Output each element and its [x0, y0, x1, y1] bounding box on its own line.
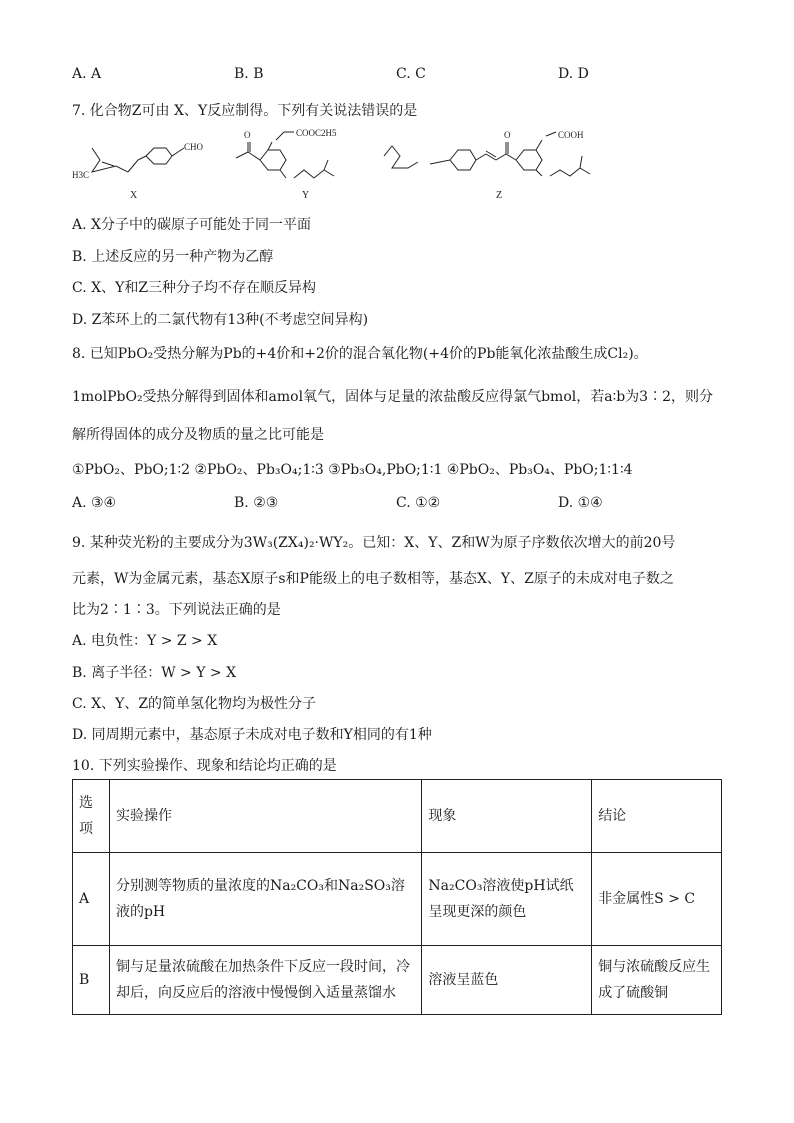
- q9-line-3: 比为2∶1∶3。下列说法正确的是: [72, 602, 281, 618]
- header-operation: 实验操作: [109, 780, 421, 853]
- q8-option-c: C. ①②: [396, 495, 441, 511]
- y-carbonyl-o: O: [244, 130, 251, 140]
- table-row: [73, 853, 722, 946]
- q9-line-1: 9. 某种荧光粉的主要成分为3W₃(ZX₄)₂·WY₂。已知：X、Y、Z和W为原子序数依次增大的前20号: [72, 535, 676, 551]
- q7-option-a: A. X分子中的碳原子可能处于同一平面: [72, 217, 311, 233]
- q6-option-a: A. A: [72, 66, 102, 82]
- q8-line-1: 8. 已知PbO₂受热分解为Pb的+4价和+2价的混合氧化物(+4价的Pb能氧化浓盐酸生成Cl₂)。: [72, 346, 648, 362]
- header-conclusion: 结论: [592, 780, 722, 853]
- q9-option-d: D. 同周期元素中，基态原子未成对电子数和Y相同的有1种: [72, 727, 432, 743]
- q9-option-a: A. 电负性：Y > Z > X: [72, 633, 218, 649]
- q8-choices-line: ①PbO₂、PbO;1∶2 ②PbO₂、Pb₃O₄;1∶3 ③Pb₃O₄,PbO;1∶1 ④PbO₂、Pb₃O₄、PbO;1∶1∶4: [72, 462, 633, 478]
- label-y: Y: [302, 190, 310, 201]
- q7-option-c: C. X、Y和Z三种分子均不存在顺反异构: [72, 280, 317, 296]
- header-phenomenon: 现象: [422, 780, 592, 853]
- q8-option-d: D. ①④: [558, 495, 603, 511]
- z-cooh-label: COOH: [558, 130, 584, 140]
- row-b-phenomenon: 溶液呈蓝色: [422, 946, 592, 1015]
- q9-option-c: C. X、Y、Z的简单氢化物均为极性分子: [72, 696, 317, 712]
- header-option: 选项: [73, 780, 110, 853]
- q9-option-b: B. 离子半径：W > Y > X: [72, 665, 237, 681]
- experiment-table: [72, 779, 722, 1015]
- q8-line-3: 解所得固体的成分及物质的量之比可能是: [72, 427, 324, 443]
- q6-option-c: C. C: [396, 66, 426, 82]
- q9-line-2: 元素，W为金属元素，基态X原子s和P能级上的电子数相等，基态X、Y、Z原子的未成对电子数之: [72, 571, 674, 587]
- q7-structures: [72, 126, 632, 202]
- label-x: X: [130, 190, 138, 201]
- row-a-phenomenon: Na₂CO₃溶液使pH试纸呈现更深的颜色: [422, 853, 592, 946]
- z-carbonyl-o: O: [504, 130, 511, 140]
- y-ester-label: COOC2H5: [296, 128, 337, 138]
- row-a-option: A: [73, 853, 110, 946]
- q6-option-d: D. D: [558, 66, 589, 82]
- q6-option-b: B. B: [234, 66, 264, 82]
- table-row: [73, 946, 722, 1015]
- q8-option-a: A. ③④: [72, 495, 117, 511]
- x-cho-label: CHO: [184, 142, 204, 152]
- q7-option-b: B. 上述反应的另一种产物为乙醇: [72, 249, 274, 265]
- row-b-operation: 铜与足量浓硫酸在加热条件下反应一段时间，冷却后，向反应后的溶液中慢慢倒入适量蒸馏水: [109, 946, 421, 1015]
- table-header-row: [73, 780, 722, 853]
- q8-line-2: 1molPbO₂受热分解得到固体和amol氧气，固体与足量的浓盐酸反应得氯气bmol，若a∶b为3∶2，则分: [72, 389, 713, 405]
- row-b-option: B: [73, 946, 110, 1015]
- q10-stem: 10. 下列实验操作、现象和结论均正确的是: [72, 758, 337, 774]
- q8-option-b: B. ②③: [234, 495, 279, 511]
- row-b-conclusion: 铜与浓硫酸反应生成了硫酸铜: [592, 946, 722, 1015]
- row-a-conclusion: 非金属性S > C: [592, 853, 722, 946]
- label-z: Z: [496, 190, 503, 201]
- q7-option-d: D. Z苯环上的二氯代物有13种(不考虑空间异构): [72, 312, 369, 328]
- x-h3c-label: H3C: [72, 170, 90, 180]
- row-a-operation: 分别测等物质的量浓度的Na₂CO₃和Na₂SO₃溶液的pH: [109, 853, 421, 946]
- q7-stem: 7. 化合物Z可由 X、Y反应制得。下列有关说法错误的是: [72, 103, 418, 119]
